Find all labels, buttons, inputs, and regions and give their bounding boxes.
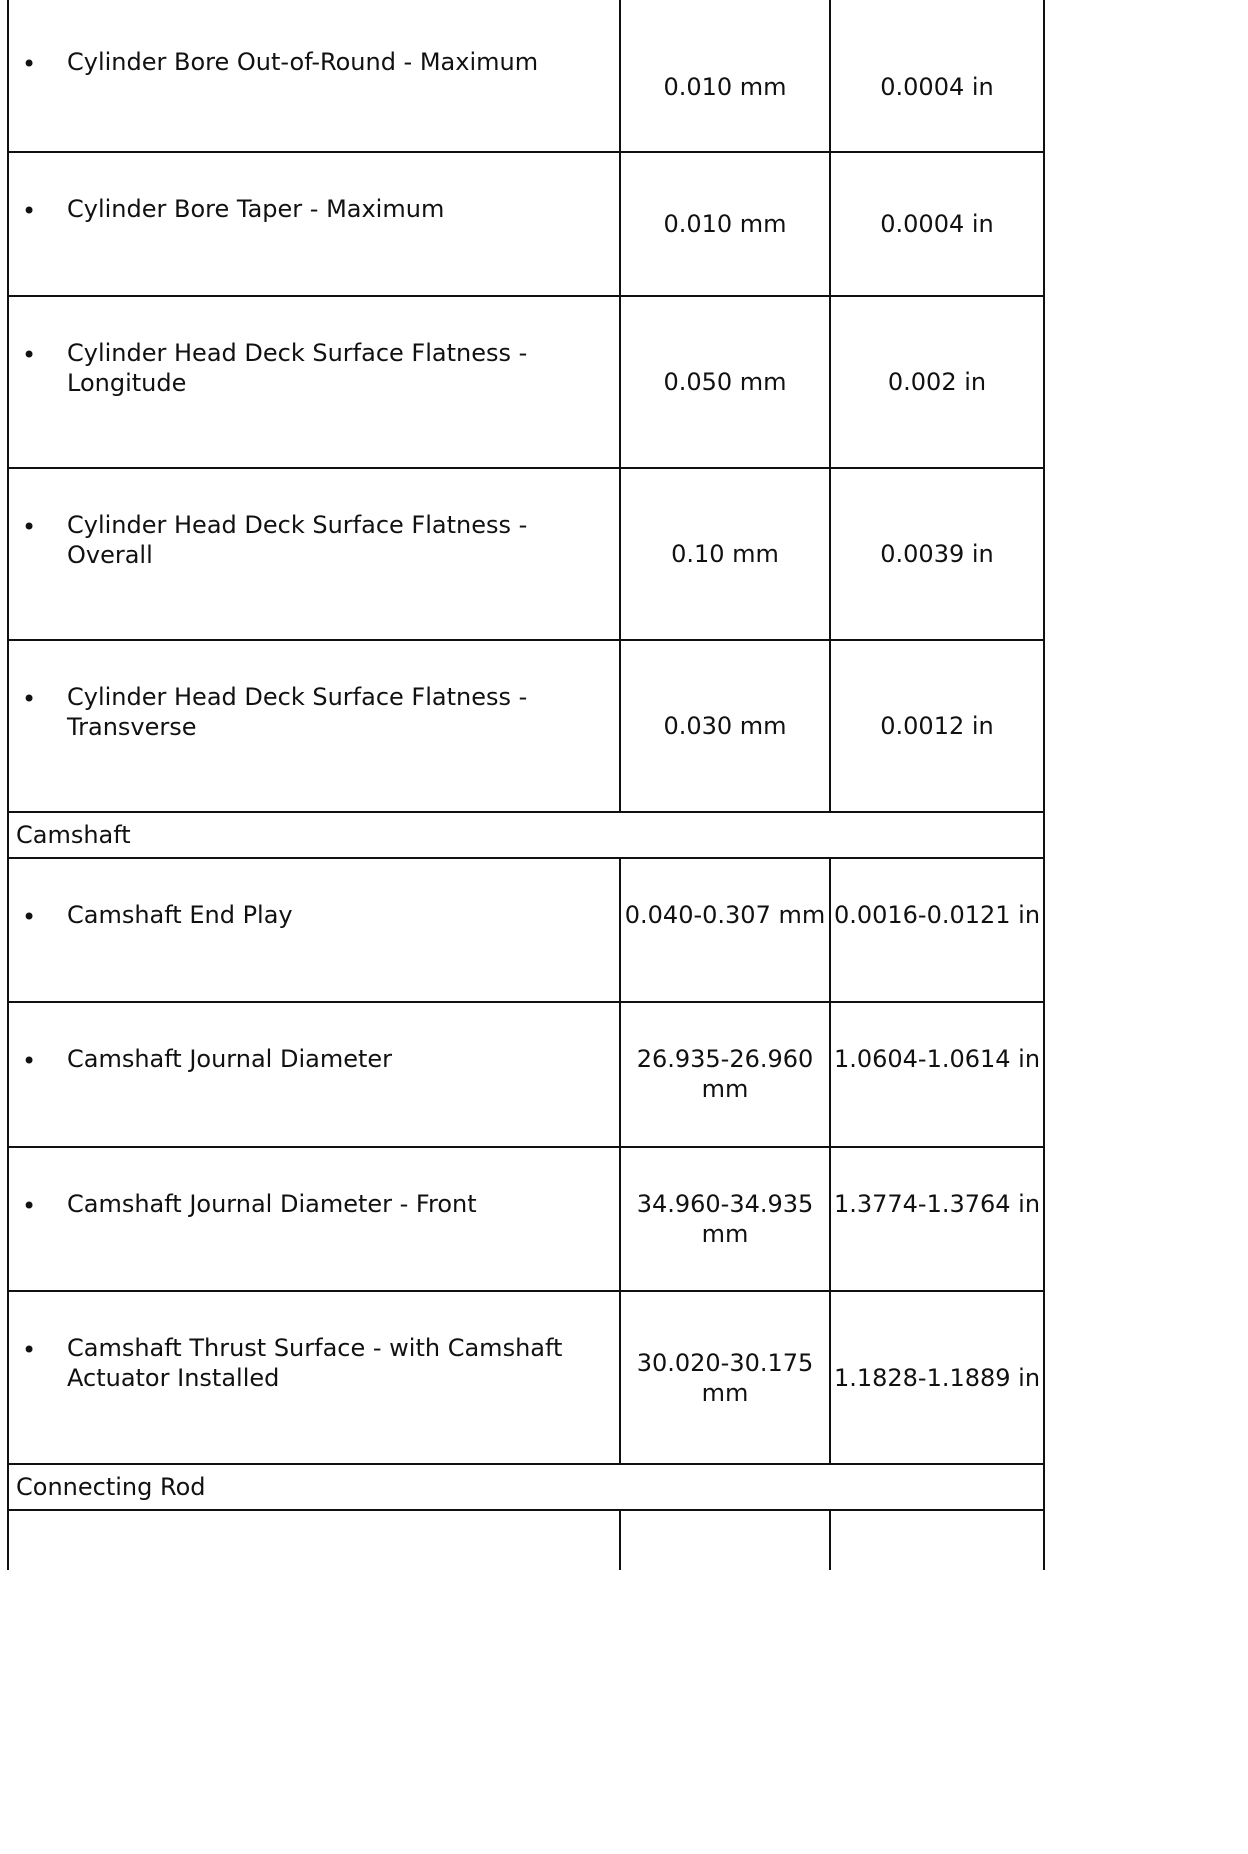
section-header-row [8, 1464, 1044, 1510]
spec-label: Cylinder Head Deck Surface Flatness - Overall [67, 511, 528, 569]
metric-value-cell [620, 152, 830, 296]
metric-value: 30.020-30.175 mm [636, 1348, 814, 1407]
english-value-cell [830, 1147, 1044, 1291]
spec-description-cell [8, 1002, 620, 1147]
spec-label: Cylinder Head Deck Surface Flatness - Transverse [67, 683, 528, 741]
english-value-cell [830, 858, 1044, 1002]
table-row [8, 858, 1044, 1002]
metric-value: 0.050 mm [663, 368, 787, 396]
table-row [8, 1510, 1044, 1570]
spec-description-cell [8, 152, 620, 296]
table-row [8, 296, 1044, 468]
metric-value: 0.010 mm [663, 72, 787, 101]
metric-value-cell [620, 1510, 830, 1570]
metric-value-cell [620, 0, 830, 152]
spec-description-cell [8, 858, 620, 1002]
metric-value-cell [620, 296, 830, 468]
metric-value: 0.10 mm [671, 540, 779, 568]
spec-description-cell [8, 1147, 620, 1291]
metric-value-cell [620, 468, 830, 640]
bullet-marker: • [22, 1047, 37, 1075]
section-header-row [8, 812, 1044, 858]
english-value-cell [830, 296, 1044, 468]
metric-value-cell [620, 858, 830, 1002]
english-value: 0.0039 in [880, 540, 994, 568]
table-row [8, 468, 1044, 640]
spec-label: Camshaft Journal Diameter - Front [67, 1190, 477, 1218]
metric-value-cell [620, 1147, 830, 1291]
spec-label: Cylinder Bore Out-of-Round - Maximum [67, 48, 539, 76]
specifications-table [7, 0, 1045, 1570]
english-value: 1.0604-1.0614 in [833, 1045, 1041, 1073]
table-row [8, 1002, 1044, 1147]
spec-label: Camshaft Thrust Surface - with Camshaft Actuator Installed [67, 1334, 563, 1392]
section-title-camshaft: Camshaft [8, 812, 1044, 858]
bullet-marker: • [22, 685, 37, 713]
metric-value: 0.030 mm [663, 712, 787, 740]
english-value: 1.3774-1.3764 in [833, 1190, 1041, 1218]
metric-value-cell [620, 1002, 830, 1147]
english-value-cell [830, 152, 1044, 296]
english-value-cell [830, 1510, 1044, 1570]
spec-label: Cylinder Bore Taper - Maximum [67, 195, 445, 223]
english-value: 0.0012 in [880, 712, 994, 740]
section-title-connecting-rod: Connecting Rod [8, 1464, 1044, 1510]
english-value-cell [830, 640, 1044, 812]
english-value: 1.1828-1.1889 in [833, 1363, 1041, 1392]
table-row [8, 0, 1044, 152]
english-value: 0.002 in [887, 368, 987, 396]
table-row [8, 152, 1044, 296]
spec-description-cell [8, 1510, 620, 1570]
spec-description-cell [8, 296, 620, 468]
english-value-cell [830, 1002, 1044, 1147]
spec-label: Camshaft Journal Diameter [67, 1045, 393, 1073]
bullet-marker: • [22, 197, 37, 225]
bullet-marker: • [22, 903, 37, 931]
bullet-marker: • [22, 1192, 37, 1220]
spec-description-cell [8, 468, 620, 640]
bullet-marker: • [22, 1336, 37, 1364]
english-value: 0.0004 in [880, 210, 994, 238]
metric-value: 0.010 mm [663, 210, 787, 238]
bullet-marker: • [22, 341, 37, 369]
metric-value: 34.960-34.935 mm [636, 1190, 814, 1248]
english-value: 0.0004 in [880, 72, 994, 101]
spec-description-cell [8, 1291, 620, 1464]
spec-description-cell [8, 640, 620, 812]
bullet-marker: • [22, 513, 37, 541]
english-value-cell [830, 468, 1044, 640]
spec-label: Camshaft End Play [67, 901, 293, 929]
table-row [8, 1291, 1044, 1464]
spec-description-cell [8, 0, 620, 152]
english-value-cell [830, 0, 1044, 152]
english-value: 0.0016-0.0121 in [833, 901, 1041, 929]
metric-value: 26.935-26.960 mm [636, 1045, 814, 1103]
metric-value-cell [620, 640, 830, 812]
table-row [8, 640, 1044, 812]
english-value-cell [830, 1291, 1044, 1464]
metric-value: 0.040-0.307 mm [624, 901, 826, 929]
bullet-marker: • [22, 50, 37, 78]
spec-label: Cylinder Head Deck Surface Flatness - Longitude [67, 339, 528, 397]
table-row [8, 1147, 1044, 1291]
metric-value-cell [620, 1291, 830, 1464]
